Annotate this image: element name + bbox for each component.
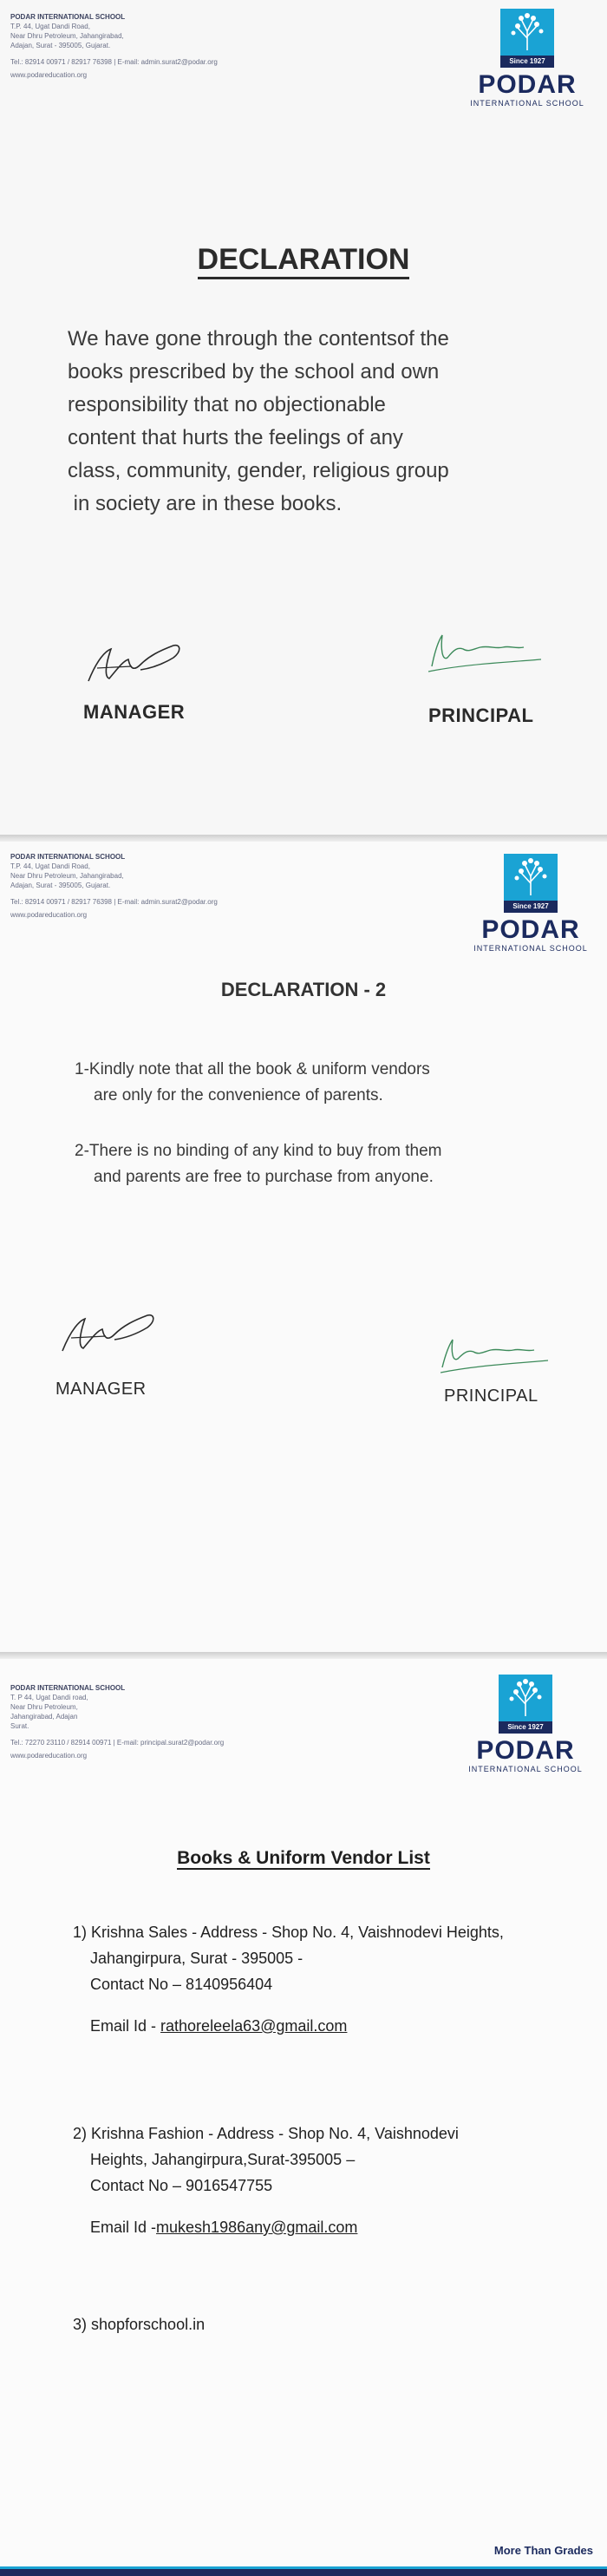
school-address-block bbox=[10, 1683, 224, 1760]
tree-logo-icon bbox=[500, 9, 554, 68]
vendor-line: Heights, Jahangirpura,Surat-395005 – bbox=[90, 2151, 356, 2168]
vendor-email-row bbox=[73, 2214, 576, 2240]
address-line: T.P. 44, Ugat Dandi Road, bbox=[10, 862, 90, 870]
footer-tagline: More Than Grades bbox=[493, 2544, 593, 2557]
body-line: We have gone through the contentsof the bbox=[68, 327, 449, 351]
declaration-item bbox=[75, 1138, 560, 1190]
vendor-entry bbox=[73, 2120, 576, 2240]
address-line: Adajan, Surat - 395005, Gujarat. bbox=[10, 882, 111, 889]
email-label: Email Id - bbox=[90, 2219, 157, 2236]
body-line: books prescribed by the school and own bbox=[68, 360, 440, 383]
contact-line: Tel.: 72270 23110 / 82914 00971 | E-mail: principal.surat2@podar.org bbox=[10, 1739, 225, 1747]
declaration-item bbox=[75, 1057, 560, 1109]
address-line: Jahangirabad, Adajan bbox=[10, 1713, 78, 1721]
address-line: T.P. 44, Ugat Dandi Road, bbox=[10, 23, 90, 30]
vendor-line: 1) Krishna Sales - Address - Shop No. 4, Vaishnodevi Heights, bbox=[73, 1924, 504, 1941]
page-title: DECLARATION - 2 bbox=[220, 979, 387, 1000]
page-separator bbox=[0, 1652, 607, 1659]
podar-logo bbox=[458, 9, 597, 108]
website-text: www.podareducation.org bbox=[10, 911, 88, 919]
declaration-page-2 bbox=[0, 835, 607, 1652]
page-separator bbox=[0, 835, 607, 842]
item-line: 2-There is no binding of any kind to buy from them bbox=[75, 1142, 442, 1160]
tree-logo-icon bbox=[499, 1675, 552, 1734]
school-name: PODAR INTERNATIONAL SCHOOL bbox=[10, 13, 126, 21]
since-badge: Since 1927 bbox=[500, 56, 554, 68]
school-name: PODAR INTERNATIONAL SCHOOL bbox=[10, 1684, 126, 1692]
brand-subtitle: INTERNATIONAL SCHOOL bbox=[470, 99, 584, 108]
principal-signature bbox=[434, 1329, 555, 1381]
school-address-block bbox=[10, 12, 218, 80]
address-line: Near Dhru Petroleum, Jahangirabad, bbox=[10, 32, 124, 40]
email-label: Email Id - bbox=[90, 2017, 161, 2035]
contact-line: Tel.: 82914 00971 / 82917 76398 | E-mail: admin.surat2@podar.org bbox=[10, 58, 218, 66]
body-line: in society are in these books. bbox=[68, 492, 343, 515]
brand-name: PODAR bbox=[481, 915, 580, 944]
brand-subtitle: INTERNATIONAL SCHOOL bbox=[468, 1765, 583, 1773]
item-line: 1-Kindly note that all the book & uniform vendors bbox=[75, 1060, 430, 1078]
declaration-page-1 bbox=[0, 0, 607, 835]
website-text: www.podareducation.org bbox=[10, 1752, 88, 1760]
school-name: PODAR INTERNATIONAL SCHOOL bbox=[10, 853, 126, 861]
vendor-entry bbox=[73, 1919, 576, 2039]
body-line: class, community, gender, religious group bbox=[68, 459, 449, 482]
principal-label: PRINCIPAL bbox=[444, 1386, 538, 1406]
vendor-email-row bbox=[73, 2013, 576, 2039]
brand-name: PODAR bbox=[478, 70, 577, 99]
podar-logo bbox=[456, 1675, 595, 1773]
since-badge: Since 1927 bbox=[499, 1721, 552, 1734]
contact-line: Tel.: 82914 00971 / 82917 76398 | E-mail: admin.surat2@podar.org bbox=[10, 898, 218, 906]
address-line: Surat. bbox=[10, 1722, 29, 1730]
address-line: T. P 44, Ugat Dandi road, bbox=[10, 1694, 88, 1701]
declaration-body bbox=[68, 323, 571, 521]
brand-subtitle: INTERNATIONAL SCHOOL bbox=[473, 944, 588, 953]
vendor-contact: Contact No – 9016547755 bbox=[90, 2177, 273, 2194]
since-badge: Since 1927 bbox=[504, 901, 558, 913]
vendor-entry bbox=[73, 2311, 576, 2337]
principal-label: PRINCIPAL bbox=[428, 705, 534, 726]
footer-bar bbox=[0, 2569, 607, 2576]
manager-signature bbox=[54, 1303, 166, 1364]
vendor-contact: Contact No – 8140956404 bbox=[90, 1976, 273, 1993]
website-text: www.podareducation.org bbox=[10, 71, 88, 79]
item-line: and parents are free to purchase from anyone. bbox=[94, 1168, 434, 1186]
address-line: Adajan, Surat - 395005, Gujarat. bbox=[10, 42, 111, 49]
manager-label: MANAGER bbox=[83, 701, 186, 723]
address-line: Near Dhru Petroleum, bbox=[10, 1703, 78, 1711]
vendor-email-link[interactable]: rathoreleela63@gmail.com bbox=[160, 2017, 348, 2035]
item-line: are only for the convenience of parents. bbox=[94, 1086, 383, 1104]
page-title: Books & Uniform Vendor List bbox=[177, 1848, 430, 1868]
principal-signature bbox=[420, 623, 550, 684]
vendor-line: Jahangirpura, Surat - 395005 - bbox=[90, 1950, 304, 1967]
vendor-email-link[interactable]: mukesh1986any@gmail.com bbox=[156, 2219, 358, 2236]
brand-name: PODAR bbox=[476, 1736, 575, 1765]
tree-logo-icon bbox=[504, 854, 558, 913]
page-title: DECLARATION bbox=[0, 243, 607, 277]
podar-logo bbox=[461, 854, 600, 953]
address-line: Near Dhru Petroleum, Jahangirabad, bbox=[10, 872, 124, 880]
vendor-list-page bbox=[0, 1652, 607, 2576]
manager-label: MANAGER bbox=[55, 1380, 147, 1399]
school-address-block bbox=[10, 852, 218, 920]
vendor-line: 2) Krishna Fashion - Address - Shop No. 4, Vaishnodevi bbox=[73, 2125, 459, 2142]
vendor-website-link[interactable]: 3) shopforschool.in bbox=[73, 2316, 206, 2333]
manager-signature bbox=[80, 633, 193, 694]
body-line: content that hurts the feelings of any bbox=[68, 426, 403, 449]
body-line: responsibility that no objectionable bbox=[68, 393, 386, 416]
